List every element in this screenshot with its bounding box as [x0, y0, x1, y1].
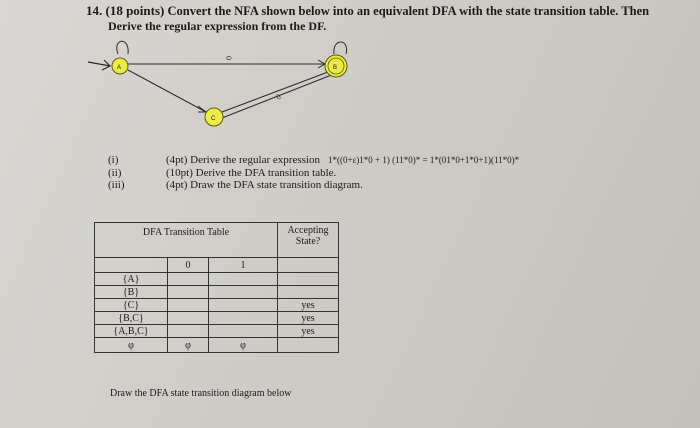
question-points: 14. (18 points) [86, 3, 165, 18]
dfa-transition-table [94, 222, 339, 353]
edge-a-c [128, 70, 206, 112]
part-i: (i) (4pt) Derive the regular expression 1*((0+ε)1*0 + 1) (11*0)* = 1*(01*0+1*0+1)(11*0)* [108, 154, 520, 166]
state-c-label: C [211, 116, 216, 122]
col-header-0: 0 [168, 258, 209, 273]
state-a-label: A [117, 65, 122, 71]
state-b-label: B [333, 65, 338, 71]
nfa-diagram [0, 0, 700, 160]
question-subtext: Derive the regular expression from the DF. [108, 19, 327, 33]
accepting-header: Accepting State? [278, 223, 339, 258]
table-title: DFA Transition Table [95, 223, 278, 258]
col-header-1: 1 [209, 258, 278, 273]
question-parts [108, 154, 519, 192]
diagram-instruction: Draw the DFA state transition diagram below [110, 388, 292, 399]
table-row: {A} [95, 273, 339, 286]
start-arrow-icon [88, 60, 110, 70]
handwritten-regex: 1*((0+ε)1*0 + 1) (11*0)* = 1*(01*0+1*0+1)(11*0)* [327, 155, 520, 165]
part-iii: (iii) (4pt) Draw the DFA state transition diagram. [108, 179, 363, 191]
self-loop-a [117, 41, 128, 54]
part-ii: (ii) (10pt) Derive the DFA transition table. [108, 166, 337, 179]
table-row: {A,B,C} yes [95, 325, 339, 338]
question-text: Convert the NFA shown below into an equivalent DFA with the state transition table. Then [167, 4, 650, 18]
edge-label-ab: 0 [224, 56, 233, 60]
edge-label-cb: 0 [274, 91, 283, 102]
arrowhead-c-icon [198, 106, 206, 112]
table-row: {C} yes [95, 299, 339, 312]
table-row: {B,C} yes [95, 312, 339, 325]
edge-c-b-1 [222, 72, 328, 112]
self-loop-b [334, 42, 347, 54]
table-row: φ φ φ [95, 338, 339, 353]
table-row: {B} [95, 286, 339, 299]
